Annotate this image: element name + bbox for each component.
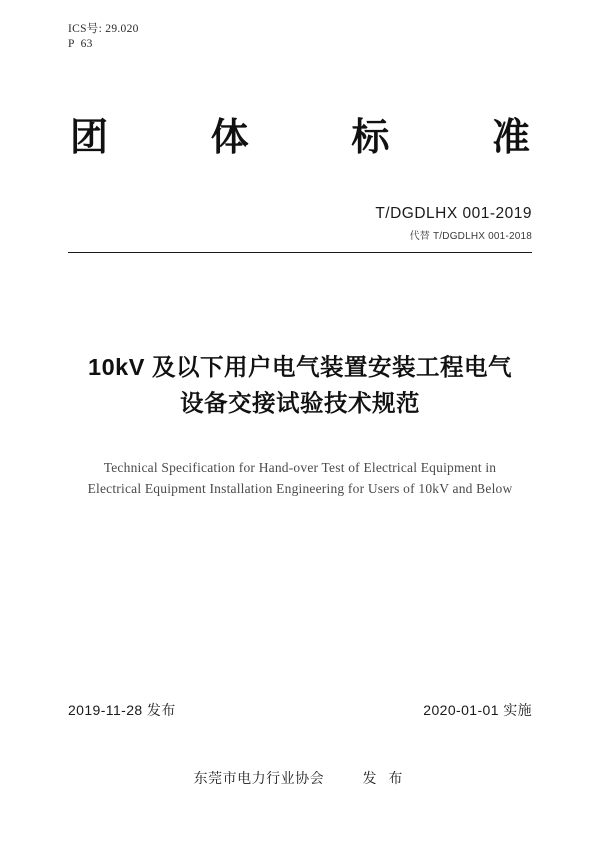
standard-replaces-note: 代替 T/DGDLHX 001-2018 <box>409 231 532 242</box>
english-title-line-2: Electrical Equipment Installation Engineering for Users of 10kV and Below <box>87 481 513 496</box>
standard-type-char-3: 标 <box>351 117 390 159</box>
standard-type-heading <box>68 106 532 161</box>
horizontal-divider <box>68 252 532 253</box>
page-title <box>68 349 532 421</box>
classification-code: P 63 <box>68 38 93 50</box>
effective-date: 2020-01-01 实施 <box>423 702 532 718</box>
dates-row <box>68 700 532 720</box>
page-title-line-2: 设备交接试验技术规范 <box>180 390 420 416</box>
standard-number: T/DGDLHX 001-2019 <box>375 205 532 222</box>
standard-type-char-4: 准 <box>491 117 530 159</box>
publisher-row <box>0 768 600 788</box>
publisher-name: 东莞市电力行业协会 <box>193 770 325 786</box>
publisher-verb: 发 布 <box>362 770 407 786</box>
english-title-line-1: Technical Specification for Hand-over Test of Electrical Equipment in <box>103 460 497 475</box>
issue-date: 2019-11-28 发布 <box>68 702 176 718</box>
english-title <box>68 457 532 499</box>
standard-number-block <box>68 205 532 242</box>
ics-code: ICS号: 29.020 <box>68 23 139 35</box>
standard-type-char-1: 团 <box>70 117 109 159</box>
page-title-line-1: 10kV 及以下用户电气装置安装工程电气 <box>88 354 512 380</box>
ics-code-block <box>68 0 532 52</box>
standard-type-char-2: 体 <box>210 117 249 159</box>
